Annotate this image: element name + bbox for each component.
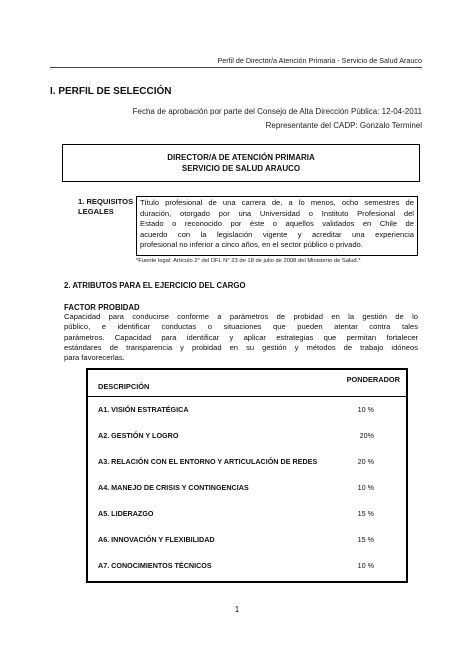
attribute-weight: 15 % [357,535,374,544]
factor-title: FACTOR PROBIDAD [64,303,140,312]
table-row [88,526,406,552]
requirements-text-line: acuerdo con la legislación vigente y acreditar una experiencia [140,229,414,239]
attribute-description: A4. MANEJO DE CRISIS Y CONTINGENCIAS [98,483,249,492]
attribute-weight: 10 % [357,405,374,414]
page-number: 1 [234,605,240,614]
service-name: SERVICIO DE SALUD ARAUCO [181,164,301,173]
requirements-box [136,196,418,256]
position-title-box [62,144,420,182]
approval-date-text: Fecha de aprobación por parte del Consejo de Alta Dirección Pública: 12-04-2011 [132,107,422,116]
requirements-text-line: duración, otorgado por una Universidad o Instituto Profesional del [140,208,414,218]
section-title-atributos: 2. ATRIBUTOS PARA EL EJERCICIO DEL CARGO [64,281,246,290]
table-row [88,422,406,448]
factor-paragraph [64,312,418,363]
table-row [88,500,406,526]
requirements-label-line: LEGALES [78,207,114,216]
attribute-weight: 20 % [357,457,374,466]
table-row [88,448,406,474]
legal-source-note: *Fuente legal: Artículo 2° del DFL N° 23 de 18 de julio de 2008 del Ministerio de Salud.* [136,258,361,264]
table-row [88,396,406,422]
paragraph-line: Capacidad para conducirse conforme a parámetros de probidad en la gestión de lo [64,312,418,321]
attribute-description: A2. GESTIÓN Y LOGRO [98,431,179,440]
attribute-description: A5. LIDERAZGO [98,509,154,518]
paragraph-line: estándares de transparencia y probidad en su gestión y métodos de trabajo idóneos [64,342,418,352]
requirements-label [78,197,133,217]
requirements-label-line: 1. REQUISITOS [78,197,134,206]
column-header-description: DESCRIPCIÓN [98,382,150,391]
attribute-weight: 15 % [357,509,374,518]
table-header-row [88,370,406,397]
attribute-weight: 10 % [357,561,374,570]
attribute-description: A7. CONOCIMIENTOS TÉCNICOS [98,561,212,570]
attribute-description: A1. VISIÓN ESTRATÉGICA [98,405,189,414]
requirements-text-line: profesional no inferior a cinco años, en el sector público o privado. [140,240,363,250]
requirements-text-line: Estado o reconocido por éste o aquellos validados en Chile de [140,219,414,229]
running-header: Perfil de Director/a Atención Primaria - Servicio de Salud Arauco [217,56,422,65]
position-title: DIRECTOR/A DE ATENCIÓN PRIMARIA [167,153,315,162]
requirements-text-line: Título profesional de una carrera de, a lo menos, ocho semestres de [140,198,414,207]
section-title-perfil: I. PERFIL DE SELECCIÓN [50,86,172,97]
paragraph-line: para favorecerlas. [64,353,125,363]
paragraph-line: público, e identificar conductas o situaciones que pueden atentar contra tales [64,322,418,332]
table-row [88,552,406,578]
header-rule [50,67,422,68]
column-header-weight: PONDERADOR [346,375,400,384]
attribute-description: A3. RELACIÓN CON EL ENTORNO Y ARTICULACIÓN DE REDES [98,457,318,466]
attribute-description: A6. INNOVACIÓN Y FLEXIBILIDAD [98,535,215,544]
attribute-weight: 10 % [357,483,374,492]
attribute-weight: 20% [359,431,374,440]
representative-text: Representante del CADP: Gonzalo Terminel [265,121,422,130]
attributes-table [86,368,408,583]
table-row [88,474,406,500]
paragraph-line: parámetros. Capacidad para identificar y aplicar estrategias que permitan fortalecer [64,332,418,342]
